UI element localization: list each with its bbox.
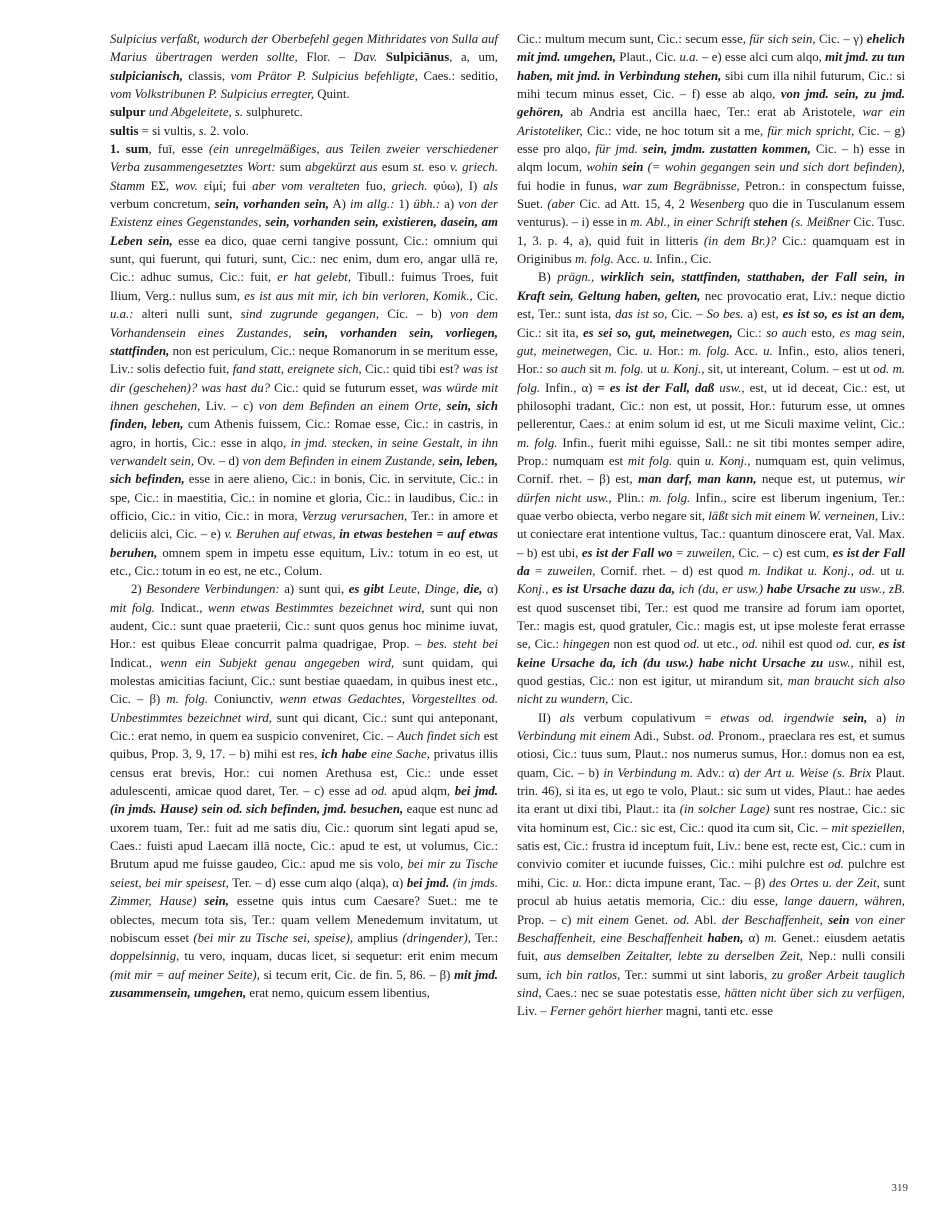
entry-paragraph: B) prägn., wirklich sein, stattfinden, statthaben, der Fall sein, in Kraft sein, Geltung haben, gelten, nec provocatio erat, Liv.: neque dictio est, Ter.: sunt ista, das ist so, Cic. – So bes. a) est, es ist so, es ist an dem, Cic.: sit ita, es sei so, gut, meinetwegen, Cic.: so auch esto, es mag sein, gut, meinetwegen, Cic. u. Hor.: m. folg. Acc. u. Infin., esto, alios teneri, Hor.: so auch sit m. folg. ut u. Konj., sit, ut intereant, Colum. – est ut od. m. folg. Infin., α) = es ist der Fall, daß usw., est, ut id deceat, Cic.: est, ut philosophi tradant, Cic.: non est, ut possit, Hor.: futurum esse, ut omnes pellerentur, Caes.: at enim solum id est, ut me Siculi maxime velint, Cic.: m. folg. Infin., fuerit mihi eguisse, Sall.: ne sit tibi montes semper adire, Prop.: numquam est mit folg. quin u. Konj., numquam est, quin velimus, Cornif. rhet. – β) est, man darf, man kann, neque est, ut putemus, wir dürfen nicht usw., Plin.: m. folg. Infin., scire est liberum ingenium, Ter.: quae verbo obiecta, verbo negare sit, läßt sich mit einem W. verneinen, Liv.: ut coniectare erat intentione vultus, Tac.: quantum dinoscere erat, Val. Max. – b) est ubi, es ist der Fall wo = zuweilen, Cic. – c) est cum, es ist der Fall da = zuweilen, Cornif. rhet. – d) est quod m. Indikat u. Konj., od. ut u. Konj., es ist Ursache dazu da, ich (du, er usw.) habe Ursache zu usw., zB. est quod suscenset tibi, Ter.: est quod me transire ad forum iam oportet, Ter.: magis est, quod gratuler, Cic.: magis est, ut ipse moleste ferat errasse se, Cic.: hingegen non est quod od. ut etc., od. nihil est quod od. cur, es ist keine Ursache da, ich (du usw.) habe nicht Ursache zu usw., nihil est, quod gestias, Cic.: non est igitur, ut mirandum sit, man braucht sich also nicht zu wundern, Cic. [517, 270, 906, 707]
entry-paragraph: 1. sum, fuī, esse (ein unregelmäßiges, aus Teilen zweier verschiedener Verba zusammengesetztes Wort: sum abgekürzt aus esum st. eso v. griech. Stamm ΕΣ, wov. εἰμί; fui aber vom veralteten fuo, griech. φύω), I) als verbum concretum, sein, vorhanden sein, A) im allg.: 1) übh.: a) von der Existenz eines Gegenstandes, sein, vorhanden sein, existieren, dasein, am Leben sein, esse ea dico, quae cerni tangive possunt, Cic.: omnium qui sunt, qui fuerunt, qui futuri, sunt, Cic.: nec enim, dum ero, angar ullā re, Cic.: adhuc sumus, Cic.: fuit, er hat gelebt, Tibull.: fuimus Troes, fuit Ilium, Verg.: nullus sum, es ist aus mit mir, ich bin verloren, Komik., Cic. u.a.: alteri nulli sunt, sind zugrunde gegangen, Cic. – b) von dem Vorhandensein eines Zustandes, sein, vorhanden sein, vorliegen, stattfinden, non est periculum, Cic.: neque Romanorum in se meritum esse, Liv.: solis defectio fuit, fand statt, ereignete sich, Cic.: quid tibi est? was ist dir (geschehen)? was hast du? Cic.: quid se futurum esset, was würde mit ihnen geschehen, Liv. – c) von dem Befinden an einem Orte, sein, sich finden, leben, cum Athenis fuissem, Cic.: Romae esse, Cic.: in castris, in agro, in hortis, Cic.: esse in alqo, in jmd. stecken, in seine Gestalt, in ihn verwandelt sein, Ov. – d) von dem Befinden in einem Zustande, sein, leben, sich befinden, esse in aere alieno, Cic.: in bonis, Cic. in servitute, Cic.: in spe, Cic.: in maestitia, Cic.: in nomine et gloria, Cic.: in laudibus, Cic.: in officio, Cic.: in vitio, Cic.: in mora, Verzug verursachen, Ter.: in amore et deliciis alci, Cic. – e) v. Beruhen auf etwas, in etwas bestehen = auf etwas beruhen, omnem spem in impetu esse equitum, Liv.: totum in eo est, ut etc., Cic.: totum in eo est, ne etc., Colum. [110, 142, 499, 578]
right-column [517, 30, 905, 1021]
entry-paragraph: 2) Besondere Verbindungen: a) sunt qui, es gibt Leute, Dinge, die, α) mit folg. Indicat., wenn etwas Bestimmtes bezeichnet wird, sunt qui non audent, Cic.: sunt quae praeterii, Cic.: sunt quos genus hoc minime iuvat, Hor.: est quibus Eleae concurrit palma quadrigae, Prop. – bes. steht bei Indicat., wenn ein Subjekt genau angegeben wird, sunt quidam, qui molestas amicitias faciunt, Cic.: sunt bestiae quaedam, in quibus inest etc., Cic. – β) m. folg. Coniunctiv, wenn etwas Gedachtes, Vorgestelltes od. Unbestimmtes bezeichnet wird, sunt qui dicant, Cic.: sunt qui anteponant, Cic.: erat nemo, in quem ea suspicio conveniret, Cic. – Auch findet sich est quibus, Prop. 3, 9, 17. – b) mihi est res, ich habe eine Sache, privatus illis census erat brevis, Hor.: cui nomen Arethusa est, Cic.: unde esset adulescenti, amicae quod daret, Ter. – c) esse ad od. apud alqm, bei jmd. (in jmds. Hause) sein od. sich befinden, jmd. besuchen, eaque est nunc ad uxorem tuam, Ter.: fuit ad me satis diu, Cic.: quorum sint legati apud se, Caes.: fuisti apud Laecam illā nocte, Cic.: apud te est, ut volumus, Cic.: Brutum apud me fuisse gaudeo, Cic.: apud me sis volo, bei mir zu Tische seiest, bei mir speisest, Ter. – d) esse cum alqo (alqa), α) bei jmd. (in jmds. Zimmer, Hause) sein, essetne quis intus cum Caesare? Suet.: me te oblectes, mecum tota sis, Ter.: quam vellem Menedemum invitatum, ut nobiscum esset (bei mir zu Tische sei, speise), amplius (dringender), Ter.: doppelsinnig, tu vero, inquam, ducas licet, si sequetur: erit enim mecum (mit mir = auf meiner Seite), si tecum erit, Cic. de fin. 5, 86. – β) mit jmd. zusammensein, umgehen, erat nemo, quicum essem libentius, [110, 582, 499, 1000]
entry-paragraph: sulpur und Abgeleitete, s. sulphuretc. [110, 105, 303, 120]
left-column [110, 30, 498, 1002]
entry-paragraph: Sulpicius verfaßt, wodurch der Oberbefehl gegen Mithridates von Sulla auf Marius übertragen werden sollte, Flor. – Dav. Sulpiciānus, a, um, sulpicianisch, classis, vom Prätor P. Sulpicius befehligte, Caes.: seditio, vom Volkstribunen P. Sulpicius erregter, Quint. [110, 32, 499, 102]
dictionary-page [110, 30, 908, 1180]
entry-paragraph: Cic.: multum mecum sunt, Cic.: secum esse, für sich sein, Cic. – γ) ehelich mit jmd. umgehen, Plaut., Cic. u.a. – e) esse alci cum alqo, mit jmd. zu tun haben, mit jmd. in Verbindung stehen, sibi cum illa nihil futurum, Cic.: si mihi tecum minus esset, Cic. – f) esse ab alqo, von jmd. sein, zu jmd. gehören, ab Andria est ancilla haec, Ter.: erat ab Aristotele, war ein Aristoteliker, Cic.: vide, ne hoc totum sit a me, für mich spricht, Cic. – g) esse pro alqo, für jmd. sein, jmdm. zustatten kommen, Cic. – h) esse in alqm locum, wohin sein (= wohin gegangen sein und sich dort befinden), fui hodie in funus, war zum Begräbnisse, Petron.: in conspectum fuisse, Suet. (aber Cic. ad Att. 15, 4, 2 Wesenberg quo die in Tusculanum essem venturus). – i) esse in m. Abl., in einer Schrift stehen (s. Meißner Cic. Tusc. 1, 3. p. 4, a), quid fuit in litteris (in dem Br.)? Cic.: quamquam est in Originibus m. folg. Acc. u. Infin., Cic. [517, 32, 906, 267]
entry-paragraph: sultis = si vultis, s. 2. volo. [110, 123, 249, 138]
entry-paragraph: II) als verbum copulativum = etwas od. irgendwie sein, a) in Verbindung mit einem Adi., Subst. od. Pronom., praeclara res est, et sumus otiosi, Cic.: tuus sum, Plaut.: nos numerus sumus, Hor.: domus non ea est, quam, Cic. – b) in Verbindung m. Adv.: α) der Art u. Weise (s. Brix Plaut. trin. 46), si ita es, ut ego te volo, Plaut.: sic sum ut vides, Plaut.: hae aedes ita erant ut dixi tibi, Plaut.: ita (in solcher Lage) sunt res nostrae, Cic.: sic vita hominum est, Cic.: sic est, Cic.: quod ita cum sit, Cic. – mit speziellen, satis est, Cic.: frustra id inceptum fuit, Liv.: bene est, recte est, Cic.: cum in convivio comiter et iucunde fuisses, Cic.: mihi pulchre est od. pulchre est mihi, Cic. u. Hor.: dicta impune erant, Tac. – β) des Ortes u. der Zeit, sunt procul ab huius aetatis memoria, Cic.: diu esse, lange dauern, währen, Prop. – c) mit einem Genet. od. Abl. der Beschaffenheit, sein von einer Beschaffenheit, eine Beschaffenheit haben, α) m. Genet.: eiusdem aetatis fuit, aus demselben Zeitalter, lebte zu derselben Zeit, Nep.: nulli consili sum, ich bin ratlos, Ter.: summi ut sint laboris, zu großer Arbeit tauglich sind, Caes.: nec se suae potestatis esse, hätten nicht über sich zu verfügen, Liv. – Ferner gehört hierher magni, tanti etc. esse [517, 710, 906, 1019]
page-number: 319 [891, 1182, 908, 1194]
